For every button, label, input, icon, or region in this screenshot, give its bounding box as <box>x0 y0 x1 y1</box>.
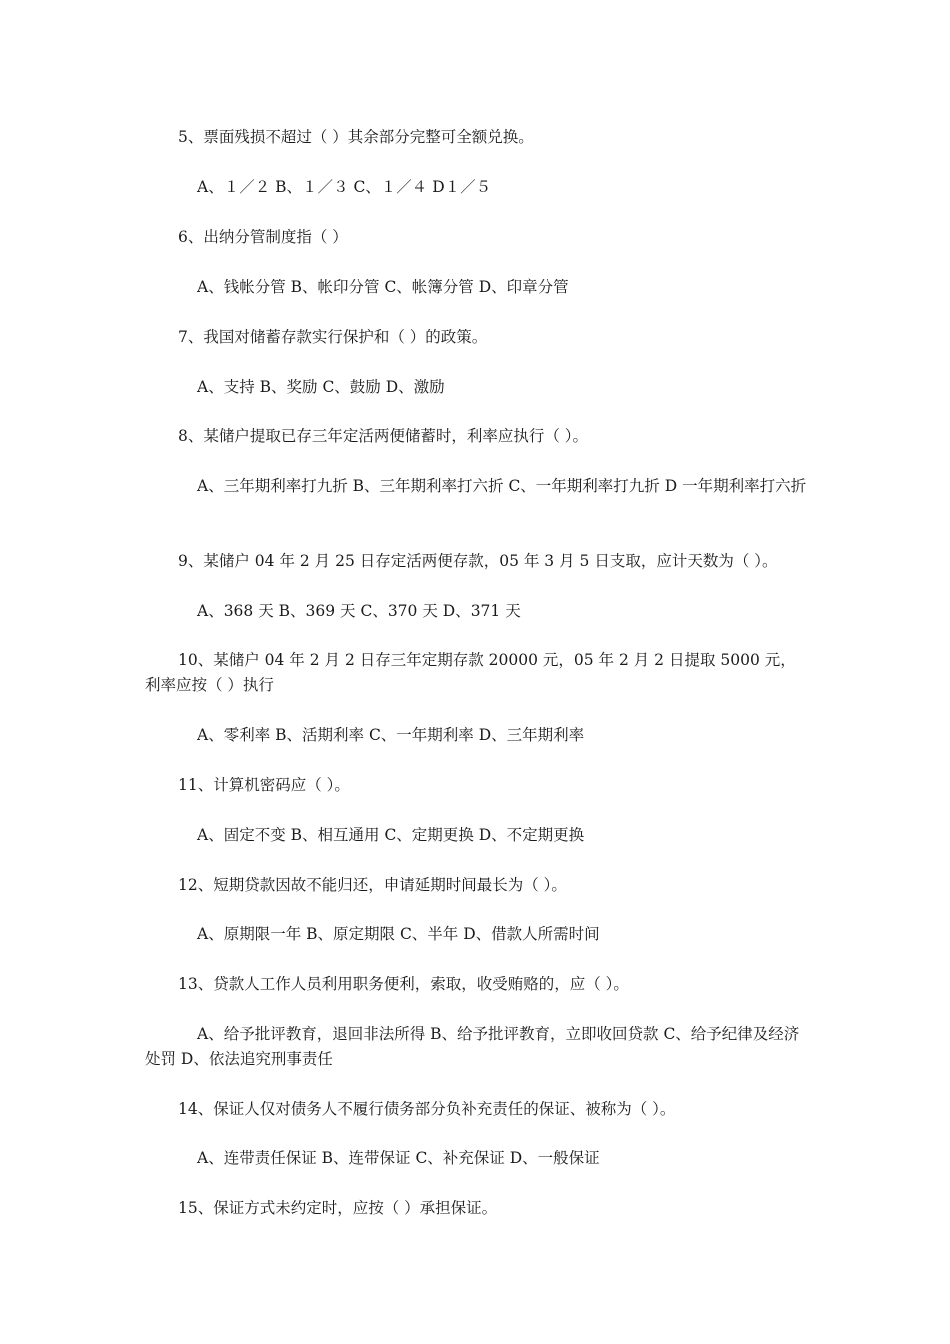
answer-options-9: A、368 天 B、369 天 C、370 天 D、371 天 <box>197 602 521 620</box>
answer-options-14: A、连带责任保证 B、连带保证 C、补充保证 D、一般保证 <box>197 1149 600 1167</box>
answer-options-8: A、三年期利率打九折 B、三年期利率打六折 C、一年期利率打九折 D 一年期利率打六折 <box>197 477 807 495</box>
question-12: 12、短期贷款因故不能归还，申请延期时间最长为（ ）。 <box>178 876 567 894</box>
answer-options-11: A、固定不变 B、相互通用 C、定期更换 D、不定期更换 <box>197 826 585 844</box>
question-7: 7、我国对储蓄存款实行保护和（ ）的政策。 <box>178 328 488 346</box>
question-8: 8、某储户提取已存三年定活两便储蓄时，利率应执行（ ）。 <box>178 427 589 445</box>
question-13: 13、贷款人工作人员利用职务便利，索取，收受贿赂的，应（ ）。 <box>178 975 629 993</box>
question-14: 14、保证人仅对债务人不履行债务部分负补充责任的保证、被称为（ ）。 <box>178 1100 676 1118</box>
question-9: 9、某储户 04 年 2 月 25 日存定活两便存款，05 年 3 月 5 日支取，应计天数为（ ）。 <box>178 552 778 570</box>
answer-options-5: A、１／２ B、１／３ C、１／４ D１／５ <box>197 178 492 196</box>
question-5: 5、票面残损不超过（ ）其余部分完整可全额兑换。 <box>178 128 534 146</box>
answer-options-6: A、钱帐分管 B、帐印分管 C、帐簿分管 D、印章分管 <box>197 278 569 296</box>
answer-options-10: A、零利率 B、活期利率 C、一年期利率 D、三年期利率 <box>197 726 585 744</box>
question-15: 15、保证方式未约定时，应按（ ）承担保证。 <box>178 1199 498 1217</box>
question-11: 11、计算机密码应（ ）。 <box>178 776 350 794</box>
question-6: 6、出纳分管制度指（ ） <box>178 228 348 246</box>
answer-options-13: A、给予批评教育，退回非法所得 B、给予批评教育，立即收回贷款 C、给予纪律及经济处罚 D、依法追究刑事责任 <box>145 1025 800 1068</box>
question-10: 10、某储户 04 年 2 月 2 日存三年定期存款 20000 元，05 年 2 月 2 日提取 5000 元，利率应按（ ）执行 <box>145 651 796 694</box>
answer-options-12: A、原期限一年 B、原定期限 C、半年 D、借款人所需时间 <box>197 925 600 943</box>
answer-options-7: A、支持 B、奖励 C、鼓励 D、激励 <box>197 378 445 396</box>
